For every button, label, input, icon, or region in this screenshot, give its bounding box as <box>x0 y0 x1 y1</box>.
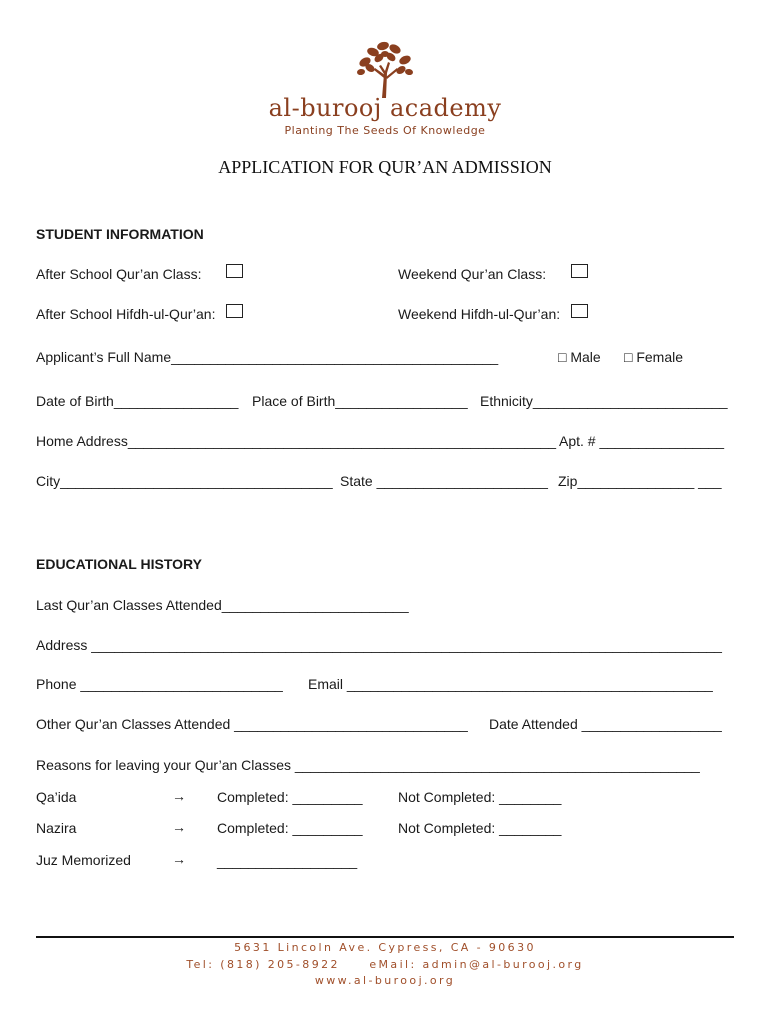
academy-name: al-burooj academy <box>268 94 502 122</box>
state-field[interactable]: State ______________________ <box>340 473 548 489</box>
after-school-class-label: After School Qur’an Class: <box>36 266 202 282</box>
qaida-completed-field[interactable]: Completed: _________ <box>217 789 363 805</box>
qaida-label: Qa’ida <box>36 789 77 805</box>
after-school-hifdh-label: After School Hifdh-ul-Qur’an: <box>36 306 216 322</box>
juz-memorized-field[interactable]: __________________ <box>217 853 358 869</box>
female-option[interactable]: □ Female <box>624 349 684 365</box>
phone-field[interactable]: Phone __________________________ <box>36 676 283 692</box>
address-field[interactable]: Address _________________________________________________________________________________ <box>36 637 722 653</box>
juz-memorized-label: Juz Memorized <box>36 852 131 868</box>
student-info-heading: STUDENT INFORMATION <box>36 226 204 242</box>
full-name-field[interactable]: Applicant’s Full Name__________________________________________ <box>36 349 499 365</box>
nazira-label: Nazira <box>36 820 77 836</box>
home-address-field[interactable]: Home Address_______________________________________________________ <box>36 433 557 449</box>
footer-address: 5631 Lincoln Ave. Cypress, CA - 90630 <box>234 941 536 954</box>
other-classes-field[interactable]: Other Qur’an Classes Attended ______________________________ <box>36 716 468 732</box>
weekend-hifdh-label: Weekend Hifdh-ul-Qur’an: <box>398 306 561 322</box>
zip-field[interactable]: Zip_______________ ___ <box>558 473 722 489</box>
date-of-birth-field[interactable]: Date of Birth________________ <box>36 393 239 409</box>
ethnicity-field[interactable]: Ethnicity_________________________ <box>480 393 728 409</box>
weekend-class-label: Weekend Qur’an Class: <box>398 266 547 282</box>
page-title: APPLICATION FOR QUR’AN ADMISSION <box>218 157 552 177</box>
email-field[interactable]: Email _______________________________________________ <box>308 676 713 692</box>
weekend-hifdh-checkbox[interactable] <box>571 304 588 318</box>
arrow-right-icon: → <box>172 819 186 835</box>
date-attended-field[interactable]: Date Attended __________________ <box>489 716 722 732</box>
tree-logo-icon <box>355 40 415 98</box>
footer-contact: Tel: (818) 205-8922 eMail: admin@al-burooj.org <box>186 958 584 971</box>
educational-history-heading: EDUCATIONAL HISTORY <box>36 556 202 572</box>
after-school-class-checkbox[interactable] <box>226 264 243 278</box>
reasons-field[interactable]: Reasons for leaving your Qur’an Classes ____________________________________________________ <box>36 757 700 773</box>
academy-tagline: Planting The Seeds Of Knowledge <box>284 124 486 137</box>
qaida-not-completed-field[interactable]: Not Completed: ________ <box>398 789 562 805</box>
arrow-right-icon: → <box>172 788 186 804</box>
footer-divider <box>36 936 734 938</box>
apt-field[interactable]: Apt. # ________________ <box>559 433 725 449</box>
nazira-completed-field[interactable]: Completed: _________ <box>217 820 363 836</box>
nazira-not-completed-field[interactable]: Not Completed: ________ <box>398 820 562 836</box>
city-field[interactable]: City___________________________________ <box>36 473 333 489</box>
arrow-right-icon: → <box>172 851 186 867</box>
weekend-class-checkbox[interactable] <box>571 264 588 278</box>
footer-website[interactable]: www.al-burooj.org <box>314 974 456 987</box>
male-option[interactable]: □ Male <box>558 349 601 365</box>
last-classes-field[interactable]: Last Qur’an Classes Attended________________________ <box>36 597 409 613</box>
place-of-birth-field[interactable]: Place of Birth_________________ <box>252 393 468 409</box>
after-school-hifdh-checkbox[interactable] <box>226 304 243 318</box>
